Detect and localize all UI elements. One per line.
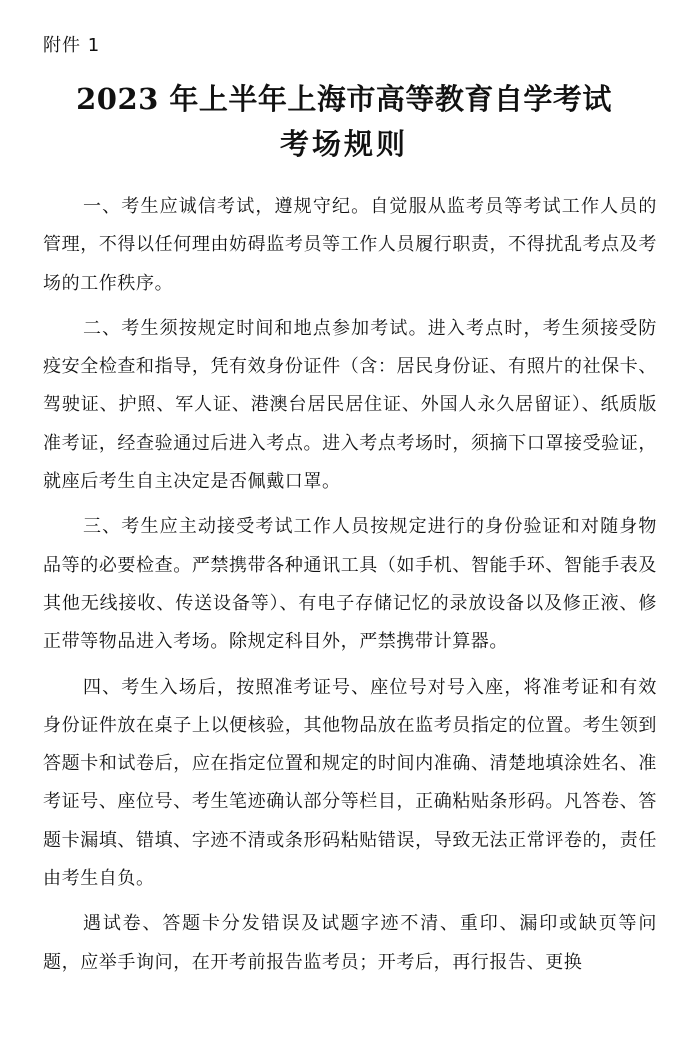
paragraph-rule-4-continued: 遇试卷、答题卡分发错误及试题字迹不清、重印、漏印或缺页等问题，应举手询问，在开考前报告监考员；开考后，再行报告、更换 <box>43 913 657 973</box>
document-title: 2023 年上半年上海市高等教育自学考试 <box>76 82 612 116</box>
paragraph-rule-2: 二、考生须按规定时间和地点参加考试。进入考点时，考生须接受防疫安全检查和指导，凭有效身份证件（含：居民身份证、有照片的社保卡、驾驶证、护照、军人证、港澳台居民居住证、外国人永久居留证）、纸质版准考证，经查验通过后进入考点。进入考点考场时，须摘下口罩接受验证，就座后考生自主决定是否佩戴口罩。 <box>43 317 657 493</box>
document-body <box>43 188 657 989</box>
paragraph-rule-4: 四、考生入场后，按照准考证号、座位号对号入座，将准考证和有效身份证件放在桌子上以便核验，其他物品放在监考员指定的位置。考生领到答题卡和试卷后，应在指定位置和规定的时间内准确、清楚地填涂姓名、准考证号、座位号、考生笔迹确认部分等栏目，正确粘贴条形码。凡答卷、答题卡漏填、错填、字迹不清或条形码粘贴错误，导致无法正常评卷的，责任由考生自负。 <box>43 676 657 890</box>
attachment-label: 附件 1 <box>43 35 101 56</box>
document-subtitle: 考场规则 <box>279 127 408 161</box>
paragraph-rule-3: 三、考生应主动接受考试工作人员按规定进行的身份验证和对随身物品等的必要检查。严禁携带各种通讯工具（如手机、智能手环、智能手表及其他无线接收、传送设备等）、有电子存储记忆的录放设备以及修正液、修正带等物品进入考场。除规定科目外，严禁携带计算器。 <box>43 516 657 653</box>
paragraph-rule-1: 一、考生应诚信考试，遵规守纪。自觉服从监考员等考试工作人员的管理，不得以任何理由妨碍监考员等工作人员履行职责，不得扰乱考点及考场的工作秩序。 <box>43 196 657 294</box>
